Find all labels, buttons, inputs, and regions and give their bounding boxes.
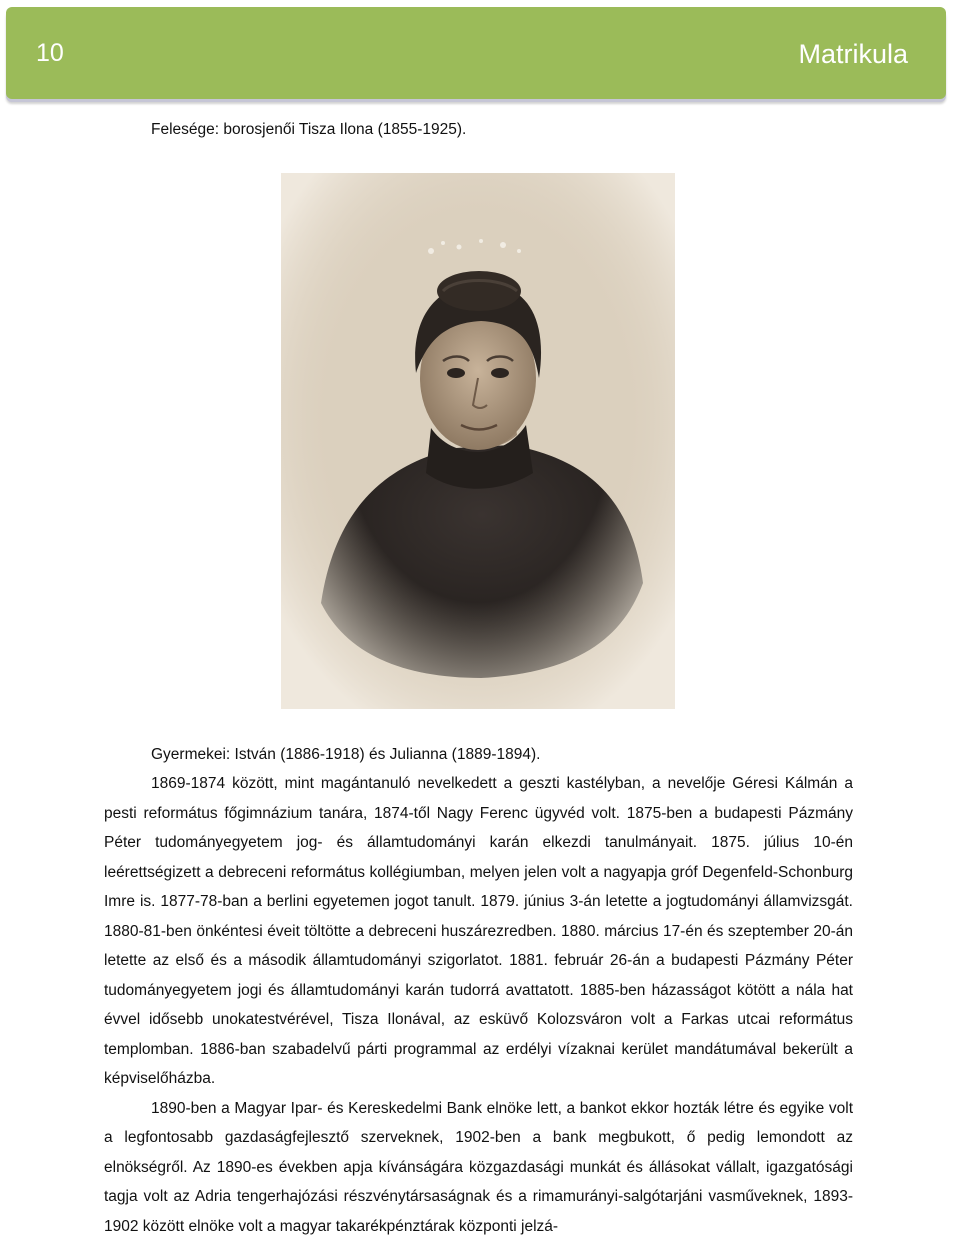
paragraph: 1869-1874 között, mint magántanuló nevelkedett a geszti kastélyban, a nevelője Géresi Kálmán a pesti református főgimnázium tanára, 1874-től Nagy Ferenc ügyvéd volt. 1875-ben a budapesti Pázmány Péter tudományegyetem jog- és államtudományi karán elkezdi tanulmányait. 1875. július 10-én leérettségizett a debreceni református kollégiumban, melyen jelen volt a nagyapja gróf Degenfeld-Schonburg Imre is. 1877-78-ban a berlini egyetemen jogot tanult. 1879. június 3-án letette a jogtudományi államvizsgát. 1880-81-ben önkéntesi éveit töltötte a debreceni huszárezredben. 1880. március 17-én és szeptember 20-án letette az első és a második államtudományi szigorlatot. 1881. február 26-án a budapesti Pázmány Péter tudományegyetem jogi és államtudományi karán tudorrá avattatott. 1885-ben házasságot kötött a nála hat évvel idősebb unokatestvérével, Tisza Ilonával, az esküvő Kolozsváron volt a Farkas utcai református templomban. 1886-ban szabadelvű párti programmal az erdélyi vízaknai kerület mandátumával bekerült a képviselőházba. bbox=[104, 769, 853, 1094]
publication-title: Matrikula bbox=[798, 39, 908, 70]
children-line: Gyermekei: István (1886-1918) és Julianna (1889-1894). bbox=[151, 746, 540, 764]
spouse-line: Felesége: borosjenői Tisza Ilona (1855-1925). bbox=[151, 121, 466, 139]
paragraph: 1890-ben a Magyar Ipar- és Kereskedelmi Bank elnöke lett, a bankot ekkor hozták létre és egyike volt a legfontosabb gazdaságfejlesztő szerveknek, 1902-ben a bank megbukott, ő pedig lemondott az elnökségről. Az 1890-es években apja kívánságára közgazdasági munkát és állásokat vállalt, igazgatósági tagja volt az Adria tengerhajózási részvénytársaságnak és a rimamurányi-salgótarjáni vasműveknek, 1893-1902 között elnöke volt a magyar takarékpénztárak központi jelzá- bbox=[104, 1094, 853, 1241]
biography-text bbox=[104, 769, 853, 1241]
page-number: 10 bbox=[36, 39, 64, 68]
page-header-band bbox=[6, 7, 946, 99]
portrait-photo-icon bbox=[281, 173, 675, 709]
portrait-photo bbox=[281, 173, 675, 709]
